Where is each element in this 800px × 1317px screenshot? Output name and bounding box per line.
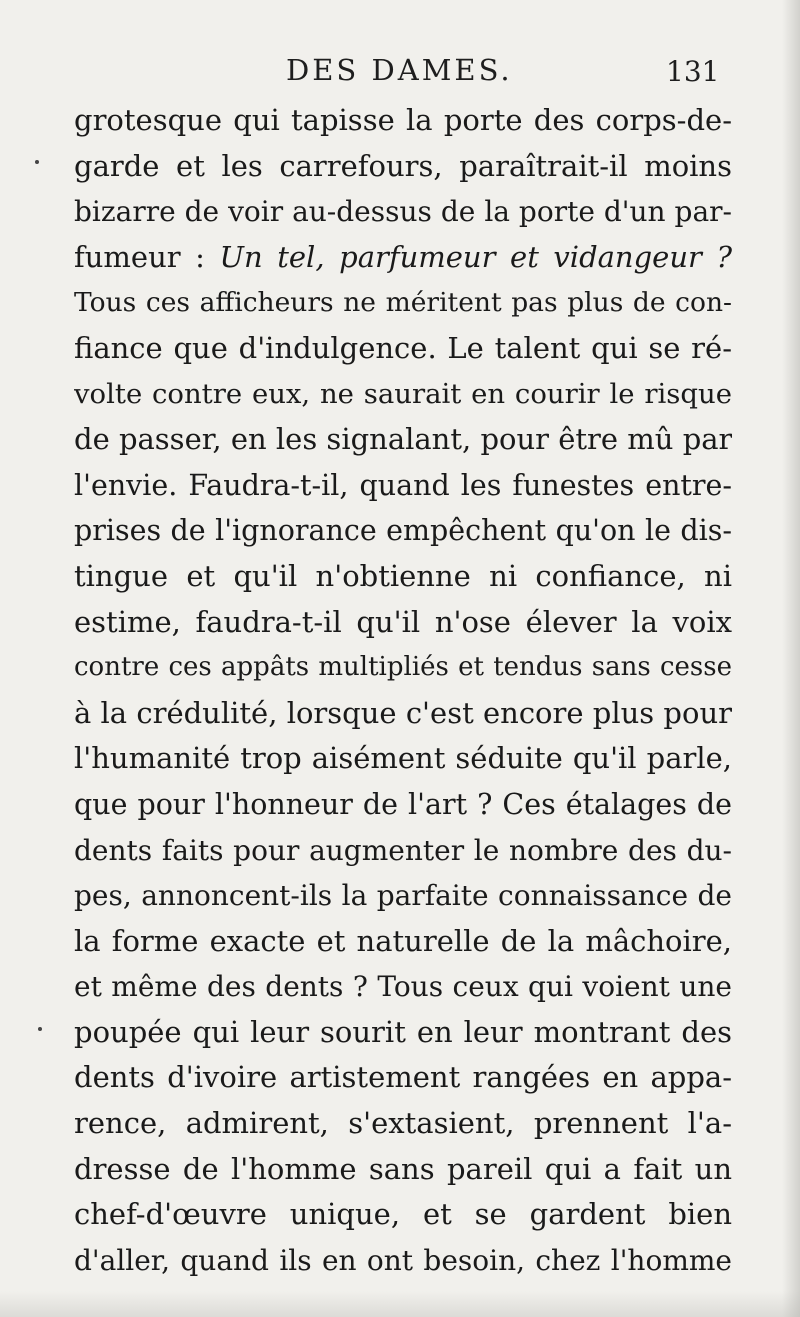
text-segment: prises de l'ignorance empêchent qu'on le dis- xyxy=(74,514,732,548)
text-line xyxy=(74,964,732,1010)
text-line xyxy=(74,1192,732,1238)
text-segment: rence, admirent, s'extasient, prennent l'a- xyxy=(74,1106,732,1141)
text-line xyxy=(74,235,732,281)
text-line xyxy=(74,600,732,646)
text-segment: contre ces appâts multipliés et tendus sans cesse xyxy=(74,652,732,683)
text-line xyxy=(74,736,732,782)
text-line xyxy=(74,919,732,965)
ink-speck xyxy=(38,1027,42,1031)
text-line xyxy=(74,828,732,874)
text-segment: garde et les carrefours, paraîtrait-il moins xyxy=(74,148,732,183)
page-number: 131 xyxy=(666,55,720,88)
text-line xyxy=(74,1101,732,1147)
text-line xyxy=(74,508,732,554)
text-line xyxy=(74,1055,732,1101)
text-segment: dents d'ivoire artistement rangées en appa- xyxy=(74,1060,732,1095)
text-segment: dents faits pour augmenter le nombre des du- xyxy=(74,833,732,867)
text-segment: et même des dents ? Tous ceux qui voient une xyxy=(74,970,732,1004)
text-segment: l'humanité trop aisément séduite qu'il parle, xyxy=(74,741,732,776)
text-line xyxy=(74,189,732,235)
running-head: DES DAMES. xyxy=(286,53,513,87)
text-segment: estime, faudra-t-il qu'il n'ose élever la voix xyxy=(74,604,732,639)
text-line xyxy=(74,144,732,190)
text-line xyxy=(74,782,732,828)
text-line xyxy=(74,98,732,144)
text-segment: bizarre de voir au-dessus de la porte d'un par- xyxy=(74,195,732,229)
text-segment: pes, annoncent-ils la parfaite connaissance de xyxy=(74,879,732,913)
text-line xyxy=(74,1238,732,1284)
text-line xyxy=(74,645,732,691)
text-line xyxy=(74,280,732,326)
text-segment: l'envie. Faudra-t-il, quand les funestes entre- xyxy=(74,468,732,502)
text-segment: fumeur : xyxy=(74,239,220,274)
italic-text: Un tel, parfumeur et vidangeur ? xyxy=(219,239,732,274)
text-segment: d'aller, quand ils en ont besoin, chez l'homme xyxy=(74,1243,732,1277)
text-segment: la forme exacte et naturelle de la mâchoire, xyxy=(74,923,732,958)
text-line xyxy=(74,554,732,600)
text-line xyxy=(74,691,732,737)
text-line xyxy=(74,873,732,919)
text-segment: à la crédulité, lorsque c'est encore plus pour xyxy=(74,695,732,730)
text-segment: dresse de l'homme sans pareil qui a fait un xyxy=(74,1151,732,1186)
text-line xyxy=(74,417,732,463)
text-segment: fiance que d'indulgence. Le talent qui se ré- xyxy=(74,330,732,365)
text-segment: grotesque qui tapisse la porte des corps-de- xyxy=(74,103,732,137)
text-segment: chef-d'œuvre unique, et se gardent bien xyxy=(74,1197,732,1232)
text-segment: poupée qui leur sourit en leur montrant des xyxy=(74,1014,732,1049)
text-segment: tingue et qu'il n'obtienne ni confiance, ni xyxy=(74,558,732,593)
text-segment: que pour l'honneur de l'art ? Ces étalages de xyxy=(74,787,732,821)
text-line xyxy=(74,372,732,418)
page-bottom-shadow xyxy=(0,1291,800,1317)
text-segment: Tous ces afficheurs ne méritent pas plus de con- xyxy=(74,287,732,319)
page-edge-shadow xyxy=(782,0,800,1317)
text-line xyxy=(74,1147,732,1193)
text-line xyxy=(74,463,732,509)
text-line xyxy=(74,326,732,372)
body-text xyxy=(74,98,732,1283)
text-segment: de passer, en les signalant, pour être mû par xyxy=(74,422,732,457)
ink-speck xyxy=(35,160,39,164)
text-line xyxy=(74,1010,732,1056)
text-segment: volte contre eux, ne saurait en courir le risque xyxy=(74,377,732,410)
